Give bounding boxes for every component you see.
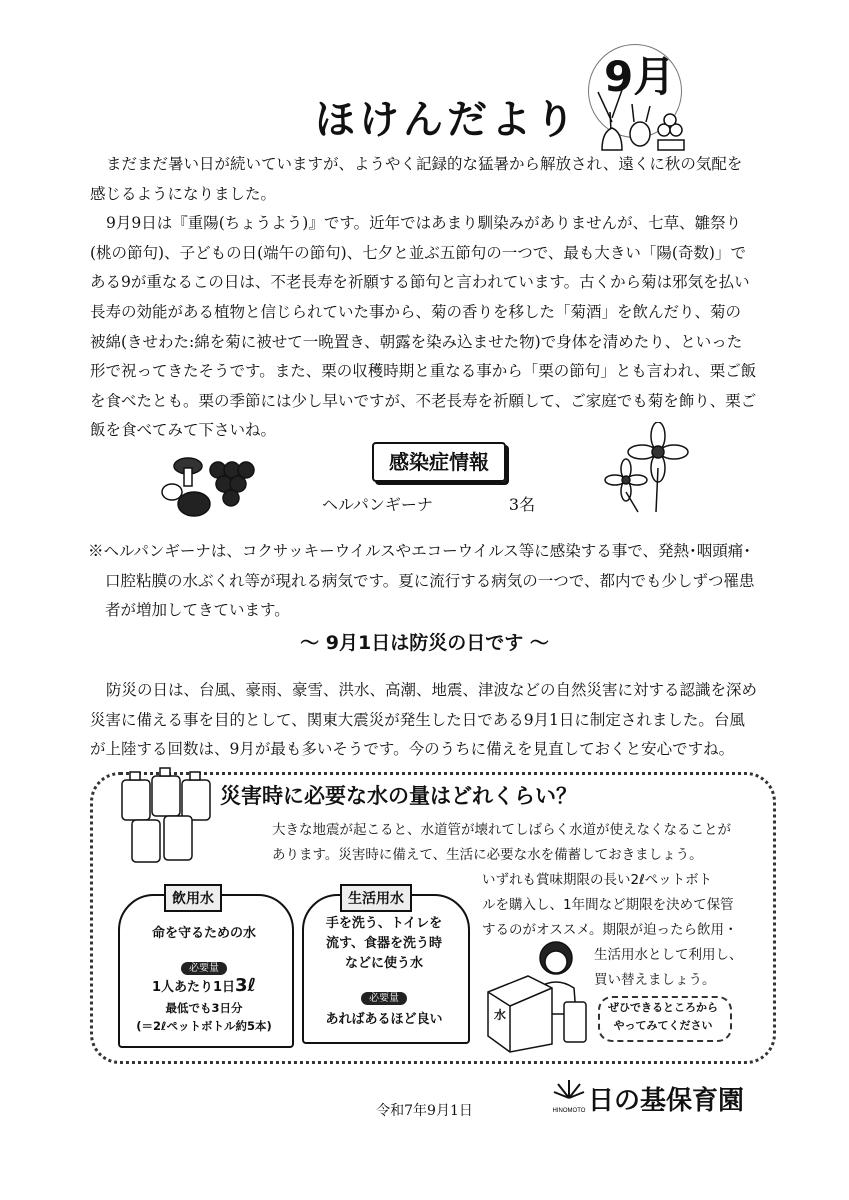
lead-line: 大きな地震が起こると、水道管が壊れてしばらく水道が使えなくなることが (272, 822, 731, 838)
living-water-amount: あればあるほど良い (325, 1012, 443, 1027)
issue-date: 令和7年9月1日 (376, 1103, 473, 1119)
living-water-tag: 生活用水 (340, 884, 412, 912)
drinking-water-bottles: (＝2ℓペットボトル約5本) (136, 1019, 272, 1033)
page-title: ほけんだより (315, 97, 579, 143)
girl-with-supplies-illustration (484, 936, 594, 1054)
intro-line: 飯を食べてみて下さいね。 (90, 421, 277, 440)
cosmos-flower-illustration (598, 422, 694, 514)
infection-heading: 感染症情報 (372, 442, 506, 482)
bubble-line: やってみてください (613, 1019, 713, 1032)
desc-line: 手を洗う、トイレを (325, 916, 443, 931)
intro-line: を食べたとも。栗の季節には少し早いですが、不老長寿を祈願して、ご家庭でも菊を飾り、栗ご (90, 391, 757, 410)
tsukimi-illustration (592, 62, 692, 154)
disaster-heading: ～ 9月1日は防災の日です ～ (300, 632, 549, 654)
bubble-line: ぜひできるところから (608, 1001, 718, 1014)
intro-line: 被綿(きせわた:綿を菊に被せて一晩置き、朝露を染み込ませた物)で身体を清めたり、といった (90, 332, 743, 351)
intro-line: 形で祝ってきたそうです。また、栗の収穫時期と重なる事から「栗の節句」とも言われ、栗ご飯 (90, 362, 757, 381)
disaster-paragraph (90, 676, 776, 765)
advice-line: いずれも賞味期限の長い2ℓペットボト (482, 872, 713, 888)
note-line: ※ヘルパンギーナは、コクサッキーウイルスやエコーウイルス等に感染する事で、発熱･咽頭痛･ (88, 542, 751, 560)
advice-line: 買い替えましょう。 (594, 972, 716, 988)
intro-paragraph (90, 150, 776, 446)
note-line: 者が増加してきています。 (105, 601, 290, 619)
need-badge: 必要量 (361, 992, 407, 1005)
lead-line: あります。災害時に備えて、生活に必要な水を備蓄しておきましょう。 (272, 847, 703, 863)
water-bottles-illustration (118, 766, 214, 866)
month-label: 9月 (604, 52, 676, 101)
disaster-line: 防災の日は、台風、豪雨、豪雪、洪水、高潮、地震、津波などの自然災害に対する認識を深め (106, 681, 758, 699)
drinking-water-amount (118, 976, 290, 998)
drinking-water-min: 最低でも3日分 (165, 1001, 243, 1015)
need-badge: 必要量 (181, 962, 227, 975)
nursery-logo-mark (552, 1076, 586, 1116)
intro-line: 9月9日は『重陽(ちょうよう)』です。近年ではあまり馴染みがありませんが、七草、雛祭り (106, 214, 742, 233)
water-box-lead (272, 818, 731, 868)
desc-line: 流す、食器を洗う時 (326, 936, 442, 951)
living-water-desc (302, 914, 466, 974)
amount-text: 1人あたり1日 (151, 980, 236, 995)
intro-line: まだまだ暑い日が続いていますが、ようやく記録的な猛暑から解放され、遠くに秋の気配を (106, 155, 743, 173)
intro-line: ある9が重なるこの日は、不老長寿を祈願する節句と言われています。古くから菊は邪気を払い (90, 273, 750, 292)
infection-note (88, 537, 788, 626)
disease-name: ヘルパンギーナ (322, 495, 433, 514)
nursery-logo: 日の基保育園 (588, 1086, 745, 1116)
advice-bubble-text (598, 999, 728, 1035)
amount-value: 3ℓ (235, 975, 257, 996)
desc-line: などに使う水 (344, 956, 423, 971)
intro-line: (桃の節句)、子どもの日(端午の節句)、七夕と並ぶ五節句の一つで、最も大きい「陽(奇数)」で (90, 243, 746, 262)
logo-sub: HINOMOTO (552, 1108, 586, 1114)
disaster-line: が上陸する回数は、9月が最も多いそうです。今のうちに備えを見直しておくと安心ですね。 (90, 740, 735, 759)
advice-line: 生活用水として利用し、 (594, 947, 743, 963)
autumn-food-illustration (156, 448, 266, 528)
box-label: 水 (494, 1008, 507, 1022)
advice-line: するのがオススメ。期限が迫ったら飲用・ (482, 922, 738, 938)
drinking-water-desc: 命を守るための水 (151, 926, 256, 941)
water-box-title: 災害時に必要な水の量はどれくらい？ (220, 784, 577, 808)
intro-line: 感じるようになりました。 (90, 184, 277, 203)
infection-cases (322, 492, 535, 515)
advice-line: ルを購入し、1年間など期限を決めて保管 (482, 897, 734, 913)
disaster-line: 災害に備える事を目的として、関東大震災が発生した日である9月1日に制定されました。台風 (90, 710, 745, 729)
drinking-water-tag: 飲用水 (164, 884, 222, 912)
note-line: 口腔粘膜の水ぶくれ等が現れる病気です。夏に流行する病気の一つで、都内でも少しずつ罹患 (105, 571, 755, 590)
intro-line: 長寿の効能がある植物と信じられていた事から、菊の香りを移した「菊酒」を飲んだり、菊の (90, 302, 742, 321)
case-count: 3名 (508, 495, 536, 514)
